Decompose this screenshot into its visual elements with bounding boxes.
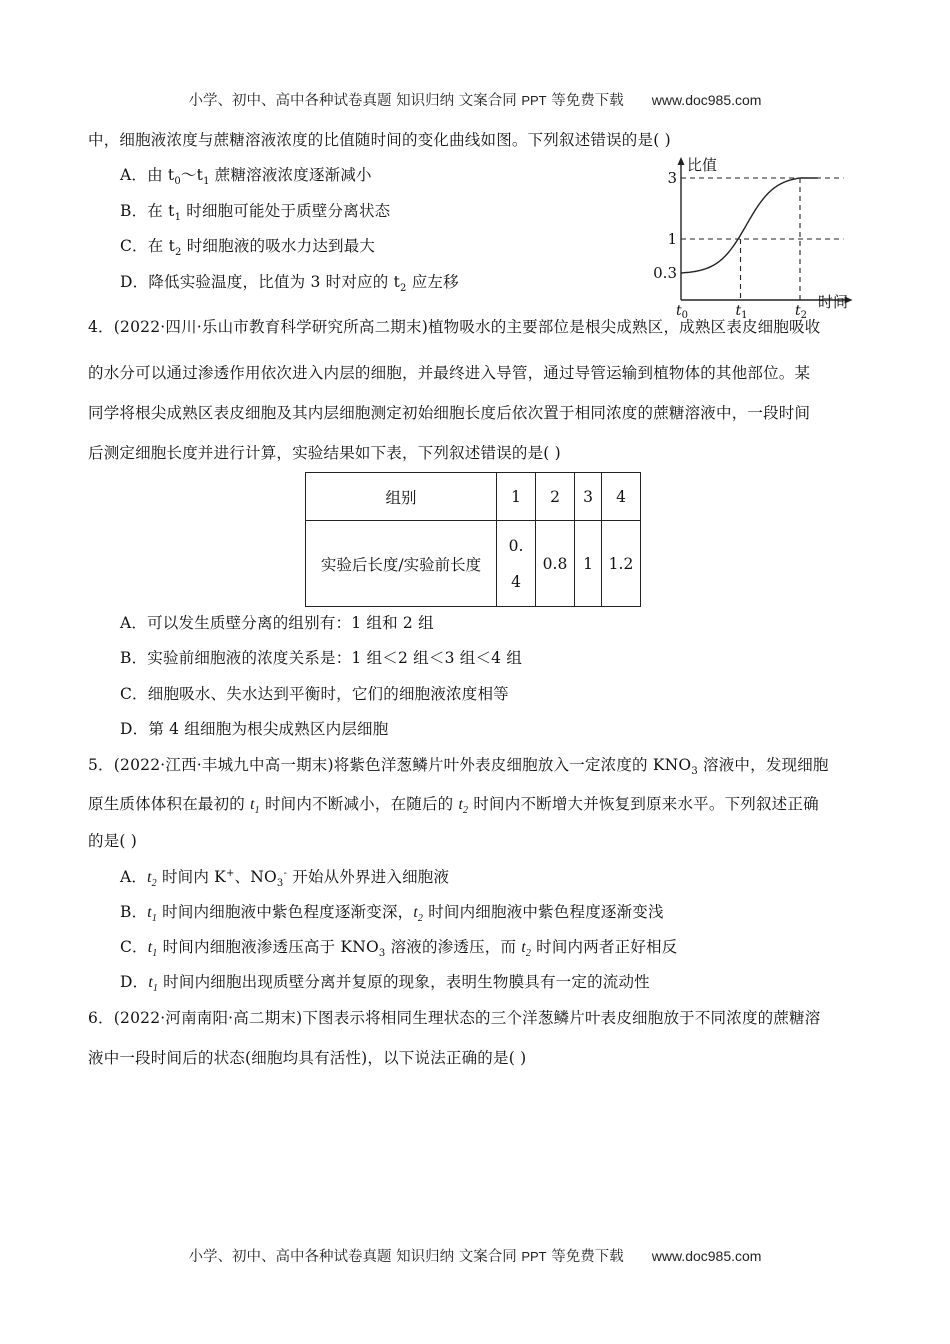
q3-option-a (120, 163, 372, 187)
table-row (306, 521, 641, 607)
q4-option-b: B．实验前细胞液的浓度关系是：1 组＜2 组＜3 组＜4 组 (120, 649, 523, 667)
q4-option-d: D．第 4 组细胞为根尖成熟区内层细胞 (120, 720, 389, 738)
header-site-link[interactable]: www.doc985.com (651, 92, 762, 108)
var-t: t (250, 796, 255, 813)
text: 时间内不断减小，在随后的 (259, 795, 459, 813)
y-tick-label: 0.3 (653, 264, 677, 282)
var-t: t (521, 939, 526, 956)
text: 时间内细胞液中紫色程度逐渐变浅 (423, 903, 664, 921)
q3-option-b (120, 199, 390, 223)
q5-line-3: 的是( ) (88, 832, 138, 850)
q4-option-a: A．可以发生质壁分离的组别有：1 组和 2 组 (120, 614, 434, 632)
q4-line-2: 的水分可以通过渗透作用依次进入内层的细胞，并最终进入导管，通过导管运输到植物体的其他部位。某 (88, 364, 811, 382)
text: 时间内不断增大并恢复到原来水平。下列叙述正确 (468, 795, 819, 813)
text: 5．(2022·江西·丰城九中高一期末)将紫色洋葱鳞片叶外表皮细胞放入一定浓度的 KNO (88, 756, 692, 774)
option-text: 降低实验温度，比值为 3 时对应的 t (148, 273, 401, 291)
subscript: 2 (463, 805, 469, 817)
ratio-time-chart (640, 150, 870, 321)
q5-option-a (120, 865, 449, 889)
table-cell-value-2: 0.8 (536, 521, 575, 607)
q5-option-b (120, 900, 664, 924)
superscript: - (283, 867, 288, 879)
q5-line-1 (88, 753, 829, 777)
q4-line-3: 同学将根尖成熟区表皮细胞及其内层细胞测定初始细胞长度后依次置于相同浓度的蔗糖溶液中，一段时间 (88, 404, 811, 422)
subscript: 2 (417, 913, 424, 925)
option-label: D． (120, 973, 149, 991)
table-header-group: 组别 (306, 473, 497, 521)
subscript: 1 (152, 983, 159, 995)
subscript: 3 (378, 948, 386, 960)
option-text: 在 t (147, 237, 176, 255)
subscript: 2 (175, 247, 182, 259)
var-t: t (413, 904, 418, 921)
option-label: D． (120, 273, 149, 291)
text: 时间内 K (156, 868, 226, 886)
table-header-ratio: 实验后长度/实验前长度 (306, 521, 497, 607)
page-header (0, 89, 950, 110)
subscript: 2 (151, 878, 157, 890)
option-text: 应左移 (406, 273, 459, 291)
q3-option-c (120, 234, 375, 258)
text: 原生质体体积在最初的 (88, 795, 251, 813)
header-text: 小学、初中、高中各种试卷真题 知识归纳 文案合同 (188, 93, 522, 109)
table-cell-group-4: 4 (602, 473, 641, 521)
q4-results-table (305, 472, 641, 607)
text: 时间内细胞出现质壁分离并复原的现象，表明生物膜具有一定的流动性 (158, 973, 650, 991)
header-ppt: PPT (521, 93, 547, 108)
text: 溶液的渗透压，而 (385, 938, 522, 956)
option-text: 时细胞液的吸水力达到最大 (181, 237, 376, 255)
q3-option-d (120, 270, 459, 294)
q4-line-4: 后测定细胞长度并进行计算，实验结果如下表，下列叙述错误的是( ) (88, 444, 561, 462)
var-t: t (148, 974, 153, 991)
var-t: t (147, 939, 153, 956)
text: 开始从外界进入细胞液 (287, 868, 450, 886)
var-t: t (458, 796, 464, 813)
y-tick-label: 1 (667, 230, 677, 248)
var-t: t (147, 904, 152, 921)
option-label: B． (120, 903, 148, 921)
table-cell-value-3: 1 (575, 521, 602, 607)
text: 时间内两者正好相反 (531, 938, 678, 956)
text: 时间内细胞液中紫色程度逐渐变深， (157, 903, 414, 921)
x-tick-label: $t_1$ (735, 303, 748, 321)
option-text: 蔗糖溶液浓度逐渐减小 (209, 166, 372, 184)
q4-option-c: C．细胞吸水、失水达到平衡时，它们的细胞液浓度相等 (120, 685, 509, 703)
option-label: A． (120, 166, 148, 184)
page-footer (0, 1245, 950, 1266)
subscript: 1 (254, 805, 260, 817)
footer-text2: 等免费下载 (546, 1249, 624, 1265)
value-part: 4 (511, 572, 521, 591)
subscript: 2 (525, 948, 532, 960)
x-axis-label: 时间 (818, 293, 849, 311)
header-text2: 等免费下载 (546, 93, 624, 109)
subscript: 2 (400, 283, 407, 295)
subscript: 3 (276, 878, 284, 890)
ratio-curve (681, 178, 818, 273)
table-cell-group-3: 3 (575, 473, 602, 521)
q5-line-2 (88, 792, 819, 816)
option-text: ～t (180, 166, 204, 184)
footer-ppt: PPT (521, 1249, 547, 1264)
footer-text: 小学、初中、高中各种试卷真题 知识归纳 文案合同 (188, 1249, 522, 1265)
subscript: 1 (151, 913, 158, 925)
text: 、NO (234, 868, 277, 886)
option-label: C． (120, 237, 148, 255)
q6-line-2: 液中一段时间后的状态(细胞均具有活性)，以下说法正确的是( ) (88, 1049, 527, 1067)
text: 溶液中，发现细胞 (697, 756, 829, 774)
subscript: 1 (152, 948, 158, 960)
text: 时间内细胞液渗透压高于 KNO (157, 938, 379, 956)
option-text: 时细胞可能处于质壁分离状态 (181, 202, 391, 220)
option-text: 由 t (147, 166, 175, 184)
table-cell-group-1: 1 (497, 473, 536, 521)
q4-line-1: 4．(2022·四川·乐山市教育科学研究所高二期末)植物吸水的主要部位是根尖成熟区，成熟区表皮细胞吸收 (88, 318, 821, 336)
y-tick-label: 3 (667, 169, 677, 187)
x-tick-label: $t_0$ (676, 303, 689, 321)
option-label: A． (120, 868, 148, 886)
subscript: 1 (174, 212, 182, 224)
reference-lines (681, 178, 844, 300)
footer-site-link[interactable]: www.doc985.com (651, 1248, 762, 1264)
option-label: C． (120, 938, 148, 956)
table-row (306, 473, 641, 521)
option-label: B． (120, 202, 148, 220)
q5-option-c (120, 935, 677, 959)
q3-stem: 中，细胞液浓度与蔗糖溶液浓度的比值随时间的变化曲线如图。下列叙述错误的是( ) (88, 131, 671, 149)
q5-option-d (120, 970, 650, 994)
y-axis-arrow (678, 157, 685, 165)
x-tick-label: $t_2$ (795, 303, 808, 321)
subscript: 3 (691, 766, 698, 778)
table-cell-value-1 (497, 521, 536, 607)
value-part: 0. (508, 536, 524, 555)
subscript: 0 (174, 176, 181, 188)
superscript: + (225, 867, 235, 879)
table-cell-group-2: 2 (536, 473, 575, 521)
var-t: t (147, 869, 152, 886)
table-cell-value-4: 1.2 (602, 521, 641, 607)
y-axis-label: 比值 (687, 156, 718, 174)
subscript: 1 (203, 176, 210, 188)
q6-line-1: 6．(2022·河南南阳·高二期末)下图表示将相同生理状态的三个洋葱鳞片叶表皮细胞放于不同浓度的蔗糖溶 (88, 1009, 821, 1027)
option-text: 在 t (147, 202, 175, 220)
